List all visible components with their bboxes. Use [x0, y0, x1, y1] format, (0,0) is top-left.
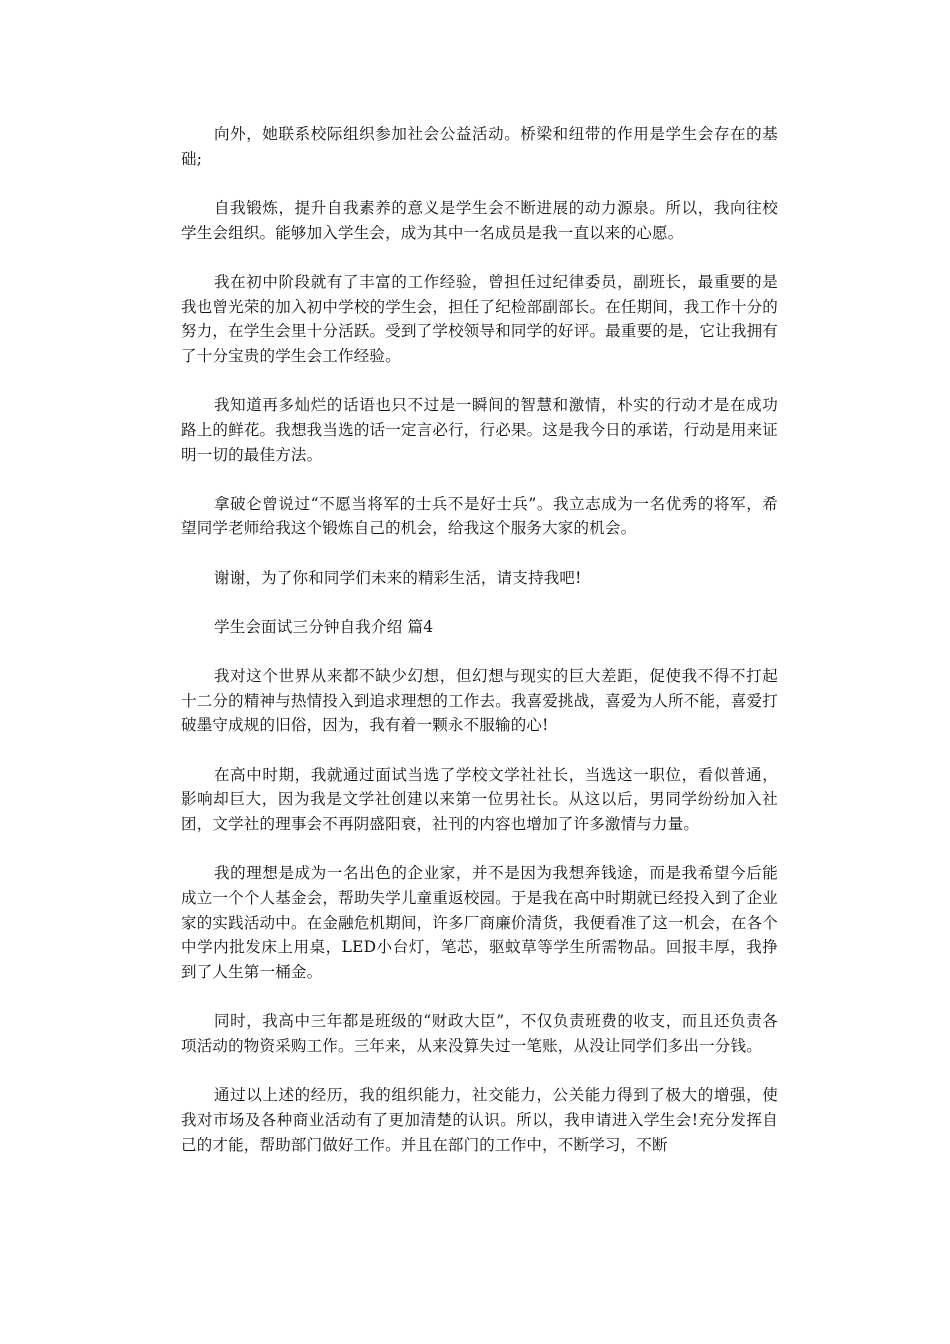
paragraph-7: 我对这个世界从来都不缺少幻想，但幻想与现实的巨大差距，促使我不得不打起十二分的精神与热情投入到追求理想的工作去。我喜爱挑战，喜爱为人所不能，喜爱打破墨守成规的旧俗，因为，我有着一颗永不服输的心!	[181, 667, 778, 735]
document-body	[181, 122, 778, 1182]
paragraph-4: 我知道再多灿烂的话语也只不过是一瞬间的智慧和激情，朴实的行动才是在成功路上的鲜花。我想我当选的话一定言必行，行必果。这是我今日的承诺，行动是用来证明一切的最佳方法。	[181, 396, 778, 464]
paragraph-2: 自我锻炼，提升自我素养的意义是学生会不断进展的动力源泉。所以，我向往校学生会组织。能够加入学生会，成为其中一名成员是我一直以来的心愿。	[181, 198, 778, 242]
paragraph-9: 我的理想是成为一名出色的企业家，并不是因为我想奔钱途，而是我希望今后能成立一个个人基金会，帮助失学儿童重返校园。于是我在高中时期就已经投入到了企业家的实践活动中。在金融危机期间，许多厂商廉价清货，我便看准了这一机会，在各个中学内批发床上用桌，LED小台灯，笔芯，驱蚊草等学生所需物品。回报丰厚，我挣到了人生第一桶金。	[181, 864, 778, 982]
paragraph-8: 在高中时期，我就通过面试当选了学校文学社社长，当选这一职位，看似普通，影响却巨大，因为我是文学社创建以来第一位男社长。从这以后，男同学纷纷加入社团，文学社的理事会不再阴盛阳衰，社刊的内容也增加了许多激情与力量。	[181, 765, 778, 834]
paragraph-1: 向外，她联系校际组织参加社会公益活动。桥梁和纽带的作用是学生会存在的基础;	[181, 125, 778, 168]
paragraph-3: 我在初中阶段就有了丰富的工作经验，曾担任过纪律委员，副班长，最重要的是我也曾光荣的加入初中学校的学生会，担任了纪检部副部长。在任期间，我工作十分的努力，在学生会里十分活跃。受到了学校领导和同学的好评。最重要的是，它让我拥有了十分宝贵的学生会工作经验。	[181, 272, 778, 365]
section-heading: 学生会面试三分钟自我介绍 篇4	[214, 617, 434, 636]
paragraph-6: 谢谢，为了你和同学们未来的精彩生活，请支持我吧!	[214, 568, 582, 587]
paragraph-10: 同时，我高中三年都是班级的“财政大臣”，不仅负责班费的收支，而且还负责各项活动的物资采购工作。三年来，从来没算失过一笔账，从没让同学们多出一分钱。	[181, 1012, 778, 1055]
paragraph-11: 通过以上述的经历，我的组织能力，社交能力，公关能力得到了极大的增强，使我对市场及各种商业活动有了更加清楚的认识。所以，我申请进入学生会!充分发挥自己的才能，帮助部门做好工作。并且在部门的工作中，不断学习，不断	[181, 1086, 778, 1154]
paragraph-5: 拿破仑曾说过“不愿当将军的士兵不是好士兵”。我立志成为一名优秀的将军，希望同学老师给我这个锻炼自己的机会，给我这个服务大家的机会。	[181, 494, 778, 538]
